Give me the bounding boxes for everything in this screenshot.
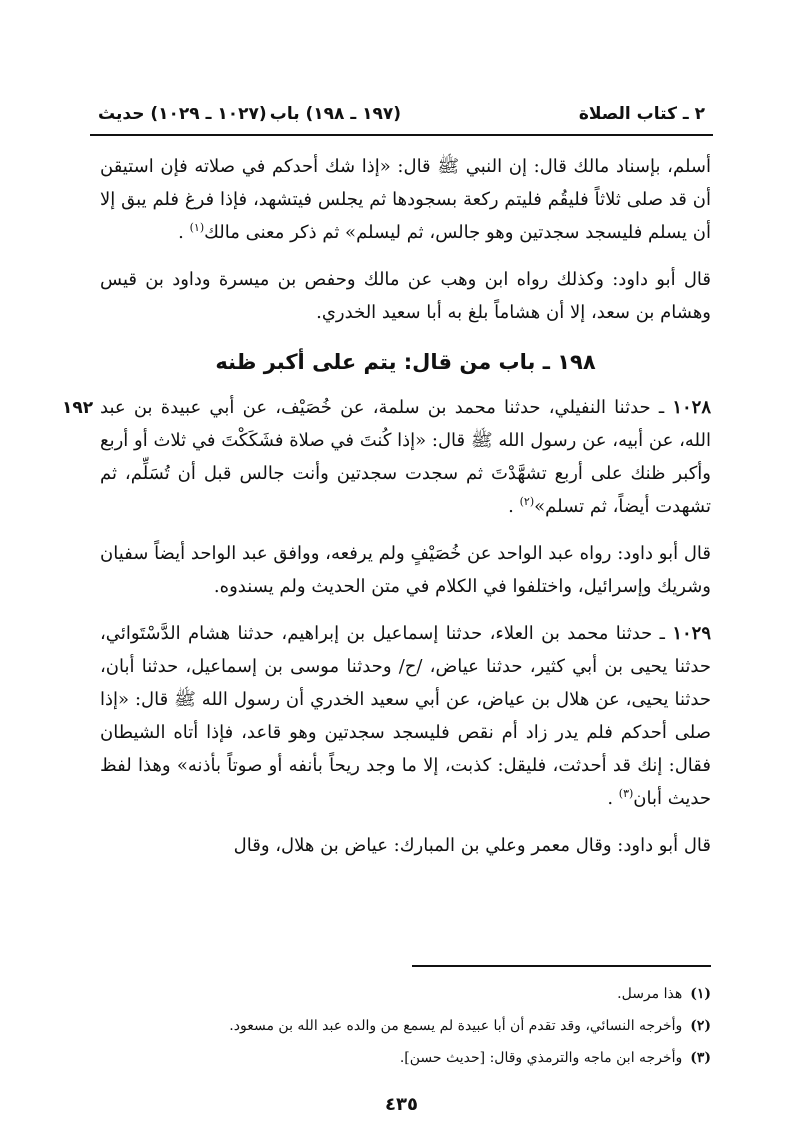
hadith-1028 [100,391,711,523]
footnote-3 [100,1042,711,1074]
hadith-text: ـ حدثنا النفيلي، حدثنا محمد بن سلمة، عن خُصَيْف، عن أبي عبيدة بن عبد الله، عن أبيه، عن رسول الله ﷺ قال: «إذا كُنتَ في صلاة فشَكَكْتَ في ثلاث أو أربع وأكبر ظنك على أربع تشهَّدْتَ ثم سجدت سجدتين وأنت جالس قبل أن تُسَلِّم، ثم تشهدت أيضاً، ثم تسلم» [100,397,711,517]
chapter-heading: ١٩٨ ـ باب من قال: يتم على أكبر ظنه [215,350,596,374]
paragraph-end: . [607,788,619,809]
footnote-text: وأخرجه النسائي، وقد تقدم أن أبا عبيدة لم يسمع من والده عبد الله بن مسعود. [229,1018,683,1034]
paragraph-end: . [508,496,520,517]
footnote-1 [100,978,711,1010]
footnote-ref-2[interactable]: (٢) [519,495,535,508]
paragraph-end: . [178,222,190,243]
page-number: ٤٣٥ [385,1094,418,1115]
paragraph-abu-dawud-note-3: قال أبو داود: وقال معمر وعلي بن المبارك: عياض بن هلال، وقال [233,835,711,856]
footnote-number: (٣) [690,1050,711,1066]
footnote-text: هذا مرسل. [617,986,683,1002]
footnote-number: (٢) [690,1018,711,1034]
paragraph-abu-dawud-note-1: قال أبو داود: وكذلك رواه ابن وهب عن مالك وحفص بن ميسرة وداود بن قيس وهشام بن سعد، إلا أن هشاماً بلغ به أبا سعيد الخدري. [100,269,711,323]
footnote-2 [100,1010,711,1042]
header-divider [90,134,713,136]
footnotes [100,978,711,1074]
main-text [100,150,711,876]
paragraph-continuation [100,150,711,249]
paragraph-text: أسلم، بإسناد مالك قال: إن النبي ﷺ قال: «إذا شك أحدكم في صلاته فإن استيقن أن قد صلى ثلاثاً فليقُم فليتم ركعة بسجودها ثم يجلس فيتشهد، فإذا فرغ فلم يبق إلا أن يسلم فليسجد سجدتين وهو جالس، ثم ليسلم» ثم ذكر معنى مالك [100,156,711,243]
footnote-number: (١) [690,986,711,1002]
hadith-1029 [100,617,711,815]
header-hadith-range: (١٠٢٧ ـ ١٠٢٩) حديث [98,104,267,124]
margin-page-reference: ١٩٢ [62,398,94,418]
running-header [90,100,713,130]
footnote-ref-1[interactable]: (١) [189,221,205,234]
hadith-number: ١٠٢٨ [672,397,711,418]
header-chapter-range: (١٩٧ ـ ١٩٨) باب [269,104,401,124]
paragraph-abu-dawud-note-2: قال أبو داود: رواه عبد الواحد عن خُصَيْفٍ ولم يرفعه، ووافق عبد الواحد أيضاً سفيان وشريك وإسرائيل، واختلفوا في الكلام في متن الحديث ولم يسندوه. [100,543,711,597]
header-book-title: ٢ ـ كتاب الصلاة [578,104,705,124]
footnote-divider [412,965,711,967]
footnote-ref-3[interactable]: (٣) [618,787,634,800]
hadith-number: ١٠٢٩ [672,623,711,644]
footnote-text: وأخرجه ابن ماجه والترمذي وقال: [حديث حسن]. [399,1050,683,1066]
hadith-text: ـ حدثنا محمد بن العلاء، حدثنا إسماعيل بن إبراهيم، حدثنا هشام الدَّسْتَوائي، حدثنا يحيى بن أبي كثير، حدثنا عياض، /ح/ وحدثنا موسى بن إسماعيل، حدثنا أبان، حدثنا يحيى، عن هلال بن عياض، عن أبي سعيد الخدري أن رسول الله ﷺ قال: «إذا صلى أحدكم فلم يدر زاد أم نقص فليسجد سجدتين وهو قاعد، فإذا أتاه الشيطان فقال: إنك قد أحدثت، فليقل: كذبت، إلا ما وجد ريحاً بأنفه أو صوتاً بأذنه» وهذا لفظ حديث أبان [100,623,711,809]
